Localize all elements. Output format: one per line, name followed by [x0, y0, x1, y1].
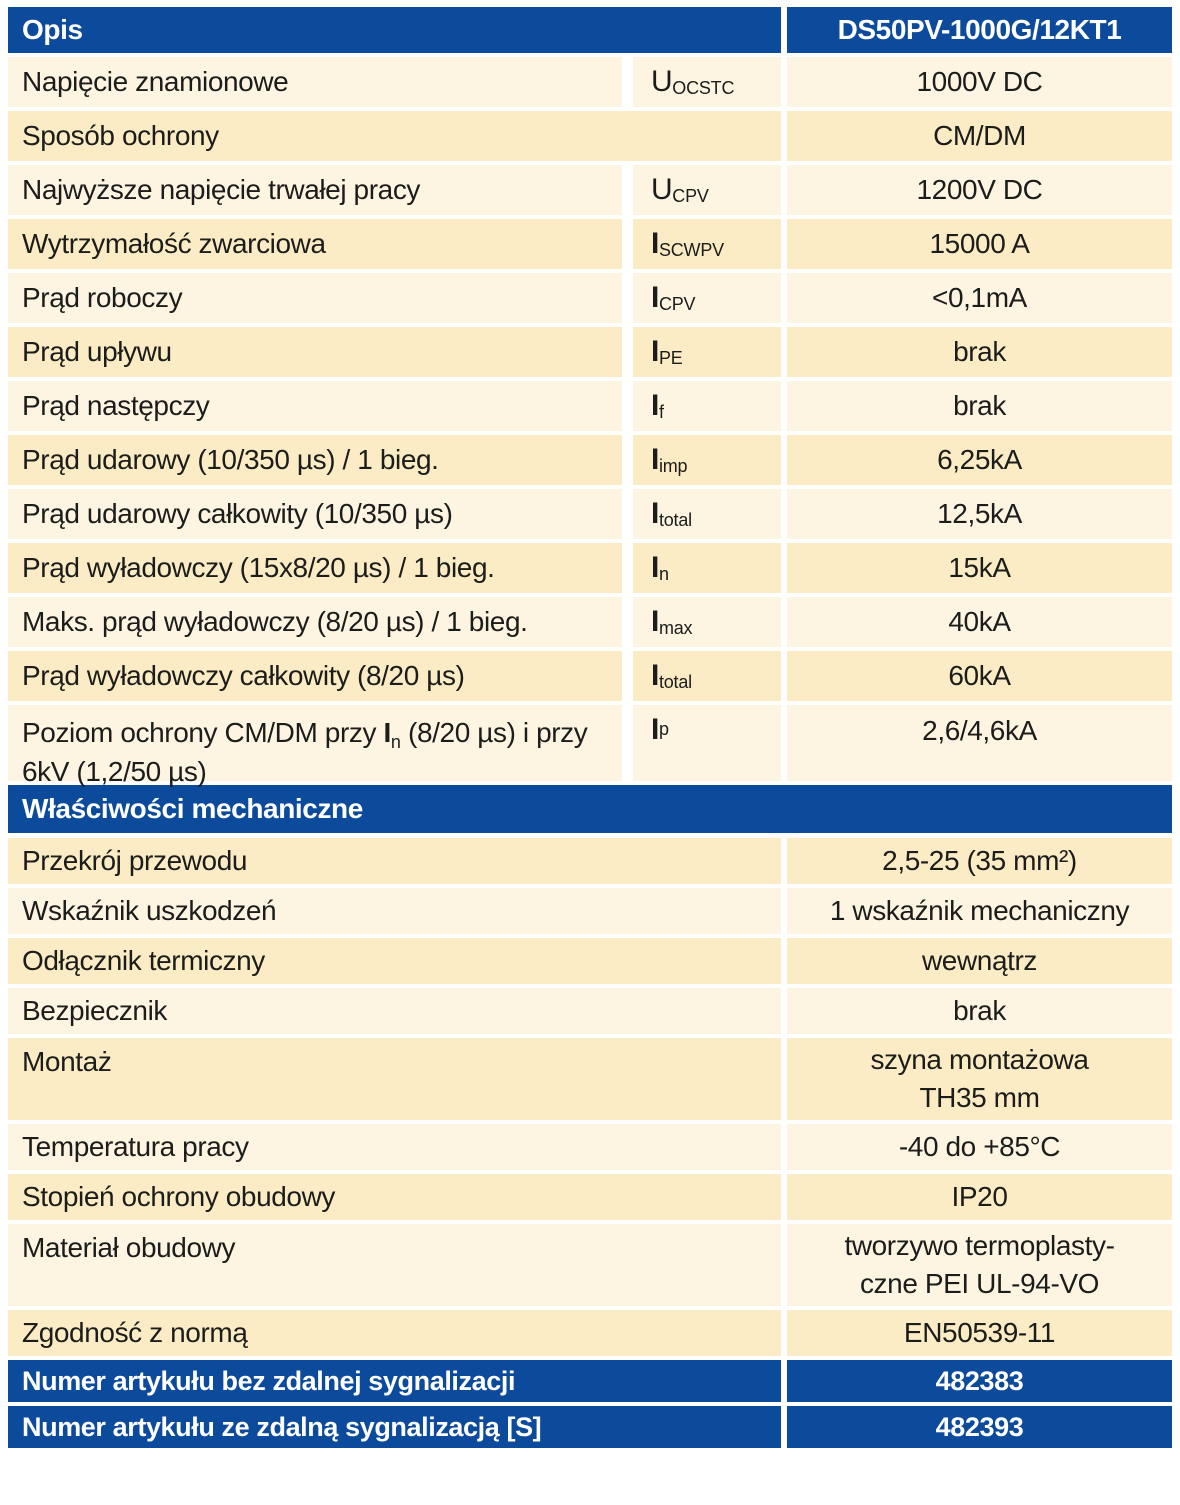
spec-label: Najwyższe napięcie trwałej pracy	[8, 165, 622, 215]
spec-row	[8, 838, 1172, 884]
spec-label: Prąd upływu	[8, 327, 622, 377]
section-header-mechanical: Właściwości mechaniczne	[8, 785, 1172, 833]
spec-label: Prąd udarowy (10/350 µs) / 1 bieg.	[8, 435, 622, 485]
spec-symbol: I f	[633, 381, 781, 431]
article-number-label: Numer artykułu ze zdalną sygnalizacją [S]	[8, 1406, 781, 1448]
spec-value: 12,5kA	[787, 489, 1172, 539]
spec-symbol: U OCSTC	[633, 57, 781, 107]
spec-value: 1200V DC	[787, 165, 1172, 215]
spec-row	[8, 597, 1172, 647]
spec-label: Stopień ochrony obudowy	[8, 1174, 781, 1220]
header-product	[787, 7, 1172, 53]
spec-row	[8, 57, 1172, 107]
spec-label: Napięcie znamionowe	[8, 57, 622, 107]
spec-value: 40kA	[787, 597, 1172, 647]
spec-symbol: I CPV	[633, 273, 781, 323]
spec-value: brak	[787, 327, 1172, 377]
spec-value: brak	[787, 988, 1172, 1034]
spec-label: Wytrzymałość zwarciowa	[8, 219, 622, 269]
spec-row	[8, 489, 1172, 539]
spec-symbol: I total	[633, 489, 781, 539]
spec-row	[8, 1124, 1172, 1170]
spec-label: Prąd wyładowczy (15x8/20 µs) / 1 bieg.	[8, 543, 622, 593]
spec-symbol: I PE	[633, 327, 781, 377]
spec-symbol: I SCWPV	[633, 219, 781, 269]
spec-row	[8, 705, 1172, 787]
spec-symbol: I total	[633, 651, 781, 701]
spec-label: Prąd roboczy	[8, 273, 622, 323]
article-number-value: 482393	[787, 1406, 1172, 1448]
spec-row	[8, 327, 1172, 377]
spec-row	[8, 111, 1172, 161]
spec-row	[8, 165, 1172, 215]
spec-value: <0,1mA	[787, 273, 1172, 323]
spec-row	[8, 988, 1172, 1034]
article-number-row	[8, 1360, 1172, 1402]
spec-symbol: I imp	[633, 435, 781, 485]
spec-value: IP20	[787, 1174, 1172, 1220]
spec-label: Odłącznik termiczny	[8, 938, 781, 984]
spec-symbol: U CPV	[633, 165, 781, 215]
spec-row	[8, 888, 1172, 934]
article-number-row	[8, 1406, 1172, 1448]
spec-label: Montaż	[8, 1038, 781, 1120]
spec-label: Temperatura pracy	[8, 1124, 781, 1170]
article-number-value: 482383	[787, 1360, 1172, 1402]
spec-label: Poziom ochrony CM/DM przy $I_n$ (8/20 µs) i przy 6kV (1,2/50 µs)	[8, 705, 622, 781]
spec-value: szyna montażowa TH35 mm	[787, 1038, 1172, 1120]
spec-label: Maks. prąd wyładowczy (8/20 µs) / 1 bieg.	[8, 597, 622, 647]
spec-row	[8, 1224, 1172, 1306]
spec-label: Prąd wyładowczy całkowity (8/20 µs)	[8, 651, 622, 701]
article-number-label: Numer artykułu bez zdalnej sygnalizacji	[8, 1360, 781, 1402]
spec-value: 15000 A	[787, 219, 1172, 269]
spec-row	[8, 938, 1172, 984]
spec-row	[8, 1174, 1172, 1220]
spec-label: Materiał obudowy	[8, 1224, 781, 1306]
spec-label: Prąd udarowy całkowity (10/350 µs)	[8, 489, 622, 539]
spec-value: CM/DM	[787, 111, 1172, 161]
spec-label: Przekrój przewodu	[8, 838, 781, 884]
spec-symbol: I max	[633, 597, 781, 647]
spec-value: brak	[787, 381, 1172, 431]
spec-row	[8, 381, 1172, 431]
spec-value: wewnątrz	[787, 938, 1172, 984]
spec-value: 2,5-25 (35 mm²)	[787, 838, 1172, 884]
spec-row	[8, 651, 1172, 701]
spec-value: 60kA	[787, 651, 1172, 701]
spec-table	[8, 7, 1172, 1448]
spec-label: Prąd następczy	[8, 381, 622, 431]
spec-symbol: I n	[633, 543, 781, 593]
header-opis-label: Opis	[22, 14, 83, 45]
spec-label: Sposób ochrony	[8, 111, 781, 161]
spec-row	[8, 219, 1172, 269]
spec-value: tworzywo termoplasty- czne PEI UL-94-VO	[787, 1224, 1172, 1306]
spec-value: 1 wskaźnik mechaniczny	[787, 888, 1172, 934]
spec-value: 1000V DC	[787, 57, 1172, 107]
spec-label: Wskaźnik uszkodzeń	[8, 888, 781, 934]
spec-row	[8, 435, 1172, 485]
spec-value: EN50539-11	[787, 1310, 1172, 1356]
table-header-row	[8, 7, 1172, 53]
spec-row	[8, 273, 1172, 323]
spec-row	[8, 1310, 1172, 1356]
spec-value: 6,25kA	[787, 435, 1172, 485]
spec-row	[8, 1038, 1172, 1120]
spec-label: Bezpiecznik	[8, 988, 781, 1034]
spec-symbol: I p	[633, 705, 781, 781]
product-name: DS50PV-1000G/12KT1	[837, 14, 1122, 45]
header-opis	[8, 7, 781, 53]
spec-value: 2,6/4,6kA	[787, 705, 1172, 781]
spec-value: -40 do +85°C	[787, 1124, 1172, 1170]
spec-row	[8, 543, 1172, 593]
spec-value: 15kA	[787, 543, 1172, 593]
spec-label: Zgodność z normą	[8, 1310, 781, 1356]
